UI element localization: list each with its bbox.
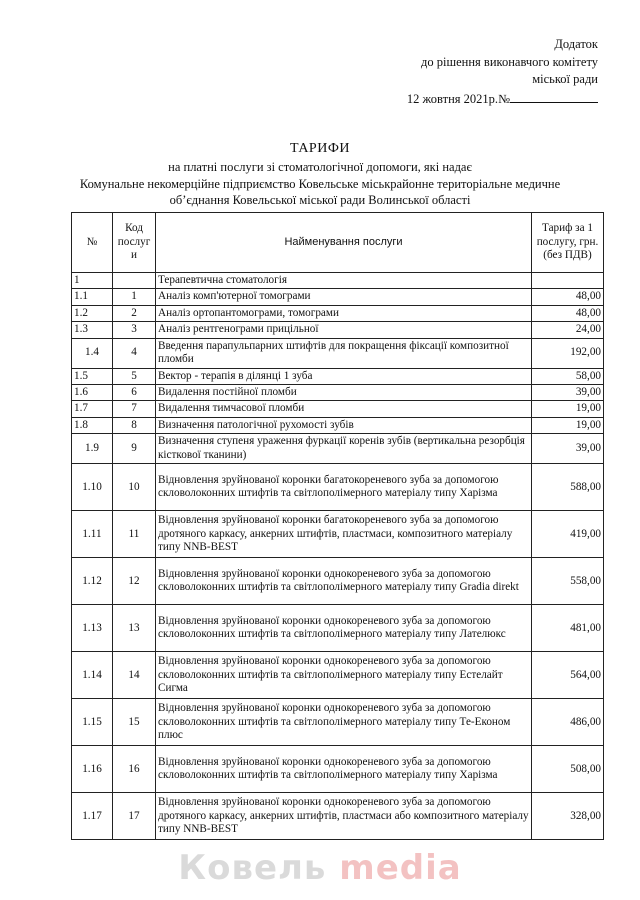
table-body — [72, 273, 604, 840]
cell-number: 1.10 — [72, 464, 113, 511]
table-row — [72, 417, 604, 433]
subtitle-line-2: Комунальне некомерційне підприємство Ковельське міськрайонне територіальне медичне — [79, 176, 561, 191]
addendum-line-1: Додаток — [554, 37, 598, 51]
header-tariff: Тариф за 1 послугу, грн. (без ПДВ) — [532, 213, 604, 273]
table-row — [72, 368, 604, 384]
cell-service-name: Видалення постійної пломби — [156, 385, 532, 401]
cell-service-name: Аналіз рентгенограми прицільної — [156, 322, 532, 338]
cell-service-name: Визначення ступеня ураження фуркації коренів зубів (вертикальна резорбція кісткової тканини) — [156, 434, 532, 464]
cell-code — [113, 273, 156, 289]
cell-service-name: Відновлення зруйнованої коронки однокореневого зуба за допомогою скловолоконних штифтів та світлополімерного матеріалу типу Лателюкс — [156, 605, 532, 652]
table-header-row — [72, 213, 604, 273]
cell-tariff: 48,00 — [532, 305, 604, 321]
cell-tariff: 486,00 — [532, 699, 604, 746]
cell-tariff: 19,00 — [532, 401, 604, 417]
cell-tariff: 558,00 — [532, 558, 604, 605]
cell-service-name: Вектор - терапія в ділянці 1 зуба — [156, 368, 532, 384]
header-code: Код послуг и — [113, 213, 156, 273]
decision-date-line — [407, 90, 598, 109]
cell-number: 1.14 — [72, 652, 113, 699]
cell-number: 1.8 — [72, 417, 113, 433]
cell-number: 1.2 — [72, 305, 113, 321]
table-row — [72, 305, 604, 321]
cell-code: 3 — [113, 322, 156, 338]
cell-code: 11 — [113, 511, 156, 558]
cell-code: 16 — [113, 746, 156, 793]
table-row — [72, 699, 604, 746]
cell-code: 9 — [113, 434, 156, 464]
cell-number: 1.15 — [72, 699, 113, 746]
cell-number: 1.13 — [72, 605, 113, 652]
table-row — [72, 605, 604, 652]
cell-number: 1.3 — [72, 322, 113, 338]
cell-number: 1.1 — [72, 289, 113, 305]
watermark-part-2: media — [326, 848, 462, 888]
cell-code: 4 — [113, 338, 156, 368]
cell-tariff: 192,00 — [532, 338, 604, 368]
addendum-line-2: до рішення виконавчого комітету — [421, 54, 598, 69]
decision-date: 12 жовтня 2021р. — [406, 91, 499, 106]
table-row — [72, 273, 604, 289]
cell-tariff: 564,00 — [532, 652, 604, 699]
cell-number: 1.16 — [72, 746, 113, 793]
cell-tariff: 48,00 — [532, 289, 604, 305]
cell-number: 1.7 — [72, 401, 113, 417]
table-row — [72, 464, 604, 511]
cell-code: 6 — [113, 385, 156, 401]
tariffs-table — [71, 212, 604, 840]
cell-number: 1 — [72, 273, 113, 289]
cell-tariff: 24,00 — [532, 322, 604, 338]
cell-code: 10 — [113, 464, 156, 511]
cell-tariff: 39,00 — [532, 385, 604, 401]
cell-tariff — [532, 273, 604, 289]
cell-service-name: Терапевтична стоматологія — [156, 273, 532, 289]
cell-code: 17 — [113, 793, 156, 840]
header-service-name: Найменування послуги — [156, 213, 532, 273]
cell-service-name: Відновлення зруйнованої коронки однокореневого зуба за допомогою скловолоконних штифтів та світлополімерного матеріалу типу Gradia direkt — [156, 558, 532, 605]
cell-service-name: Аналіз ортопантомограми, томограми — [156, 305, 532, 321]
table-row — [72, 385, 604, 401]
cell-service-name: Визначення патологічної рухомості зубів — [156, 417, 532, 433]
cell-number: 1.11 — [72, 511, 113, 558]
addendum-header — [407, 36, 598, 108]
cell-code: 13 — [113, 605, 156, 652]
cell-code: 2 — [113, 305, 156, 321]
table-row — [72, 322, 604, 338]
cell-number: 1.4 — [72, 338, 113, 368]
cell-code: 8 — [113, 417, 156, 433]
cell-tariff: 481,00 — [532, 605, 604, 652]
table-row — [72, 289, 604, 305]
cell-tariff: 419,00 — [532, 511, 604, 558]
cell-number: 1.6 — [72, 385, 113, 401]
cell-service-name: Аналіз комп'ютерної томограми — [156, 289, 532, 305]
cell-code: 7 — [113, 401, 156, 417]
table-row — [72, 652, 604, 699]
cell-service-name: Відновлення зруйнованої коронки однокореневого зуба за допомогою скловолоконних штифтів та світлополімерного матеріалу типу Те-Економ плюс — [156, 699, 532, 746]
decision-number-label: № — [498, 91, 510, 106]
cell-code: 12 — [113, 558, 156, 605]
cell-number: 1.9 — [72, 434, 113, 464]
cell-service-name: Відновлення зруйнованої коронки однокореневого зуба за допомогою скловолоконних штифтів та світлополімерного матеріалу типу Харізма — [156, 746, 532, 793]
cell-code: 15 — [113, 699, 156, 746]
subtitle-line-1: на платні послуги зі стоматологічної допомоги, які надає — [168, 160, 472, 174]
decision-number-blank — [510, 90, 598, 103]
table-row — [72, 793, 604, 840]
cell-service-name: Відновлення зруйнованої коронки однокореневого зуба за допомогою дротяного каркасу, анкерних штифтів, пластмаси або композитного матеріалу типу NNB-BEST — [156, 793, 532, 840]
subtitle-line-3: об’єднання Ковельської міської ради Волинської області — [169, 193, 471, 207]
header-number: № — [72, 213, 113, 273]
table-row — [72, 401, 604, 417]
cell-service-name: Введення парапульпарних штифтів для покращення фіксації композитної пломби — [156, 338, 532, 368]
table-row — [72, 434, 604, 464]
cell-tariff: 588,00 — [532, 464, 604, 511]
table-row — [72, 558, 604, 605]
cell-service-name: Відновлення зруйнованої коронки багатокореневого зуба за допомогою скловолоконних штифтів та світлополімерного матеріалу типу Харізма — [156, 464, 532, 511]
addendum-line-3: міської ради — [532, 72, 598, 86]
cell-number: 1.17 — [72, 793, 113, 840]
cell-tariff: 58,00 — [532, 368, 604, 384]
cell-tariff: 19,00 — [532, 417, 604, 433]
cell-service-name: Відновлення зруйнованої коронки однокореневого зуба за допомогою скловолоконних штифтів та світлополімерного матеріалу типу Естелайт Сигма — [156, 652, 532, 699]
cell-service-name: Відновлення зруйнованої коронки багатокореневого зуба за допомогою дротяного каркасу, анкерних штифтів, пластмаси, композитного матеріалу типу NNB-BEST — [156, 511, 532, 558]
cell-tariff: 508,00 — [532, 746, 604, 793]
cell-number: 1.12 — [72, 558, 113, 605]
table-row — [72, 338, 604, 368]
cell-tariff: 39,00 — [532, 434, 604, 464]
cell-code: 14 — [113, 652, 156, 699]
document-title: ТАРИФИ — [289, 141, 351, 156]
cell-tariff: 328,00 — [532, 793, 604, 840]
cell-code: 5 — [113, 368, 156, 384]
cell-service-name: Видалення тимчасової пломби — [156, 401, 532, 417]
cell-number: 1.5 — [72, 368, 113, 384]
title-block — [0, 139, 640, 209]
watermark — [0, 848, 640, 888]
table-row — [72, 746, 604, 793]
watermark-part-1: Ковель — [178, 848, 327, 888]
table-row — [72, 511, 604, 558]
cell-code: 1 — [113, 289, 156, 305]
